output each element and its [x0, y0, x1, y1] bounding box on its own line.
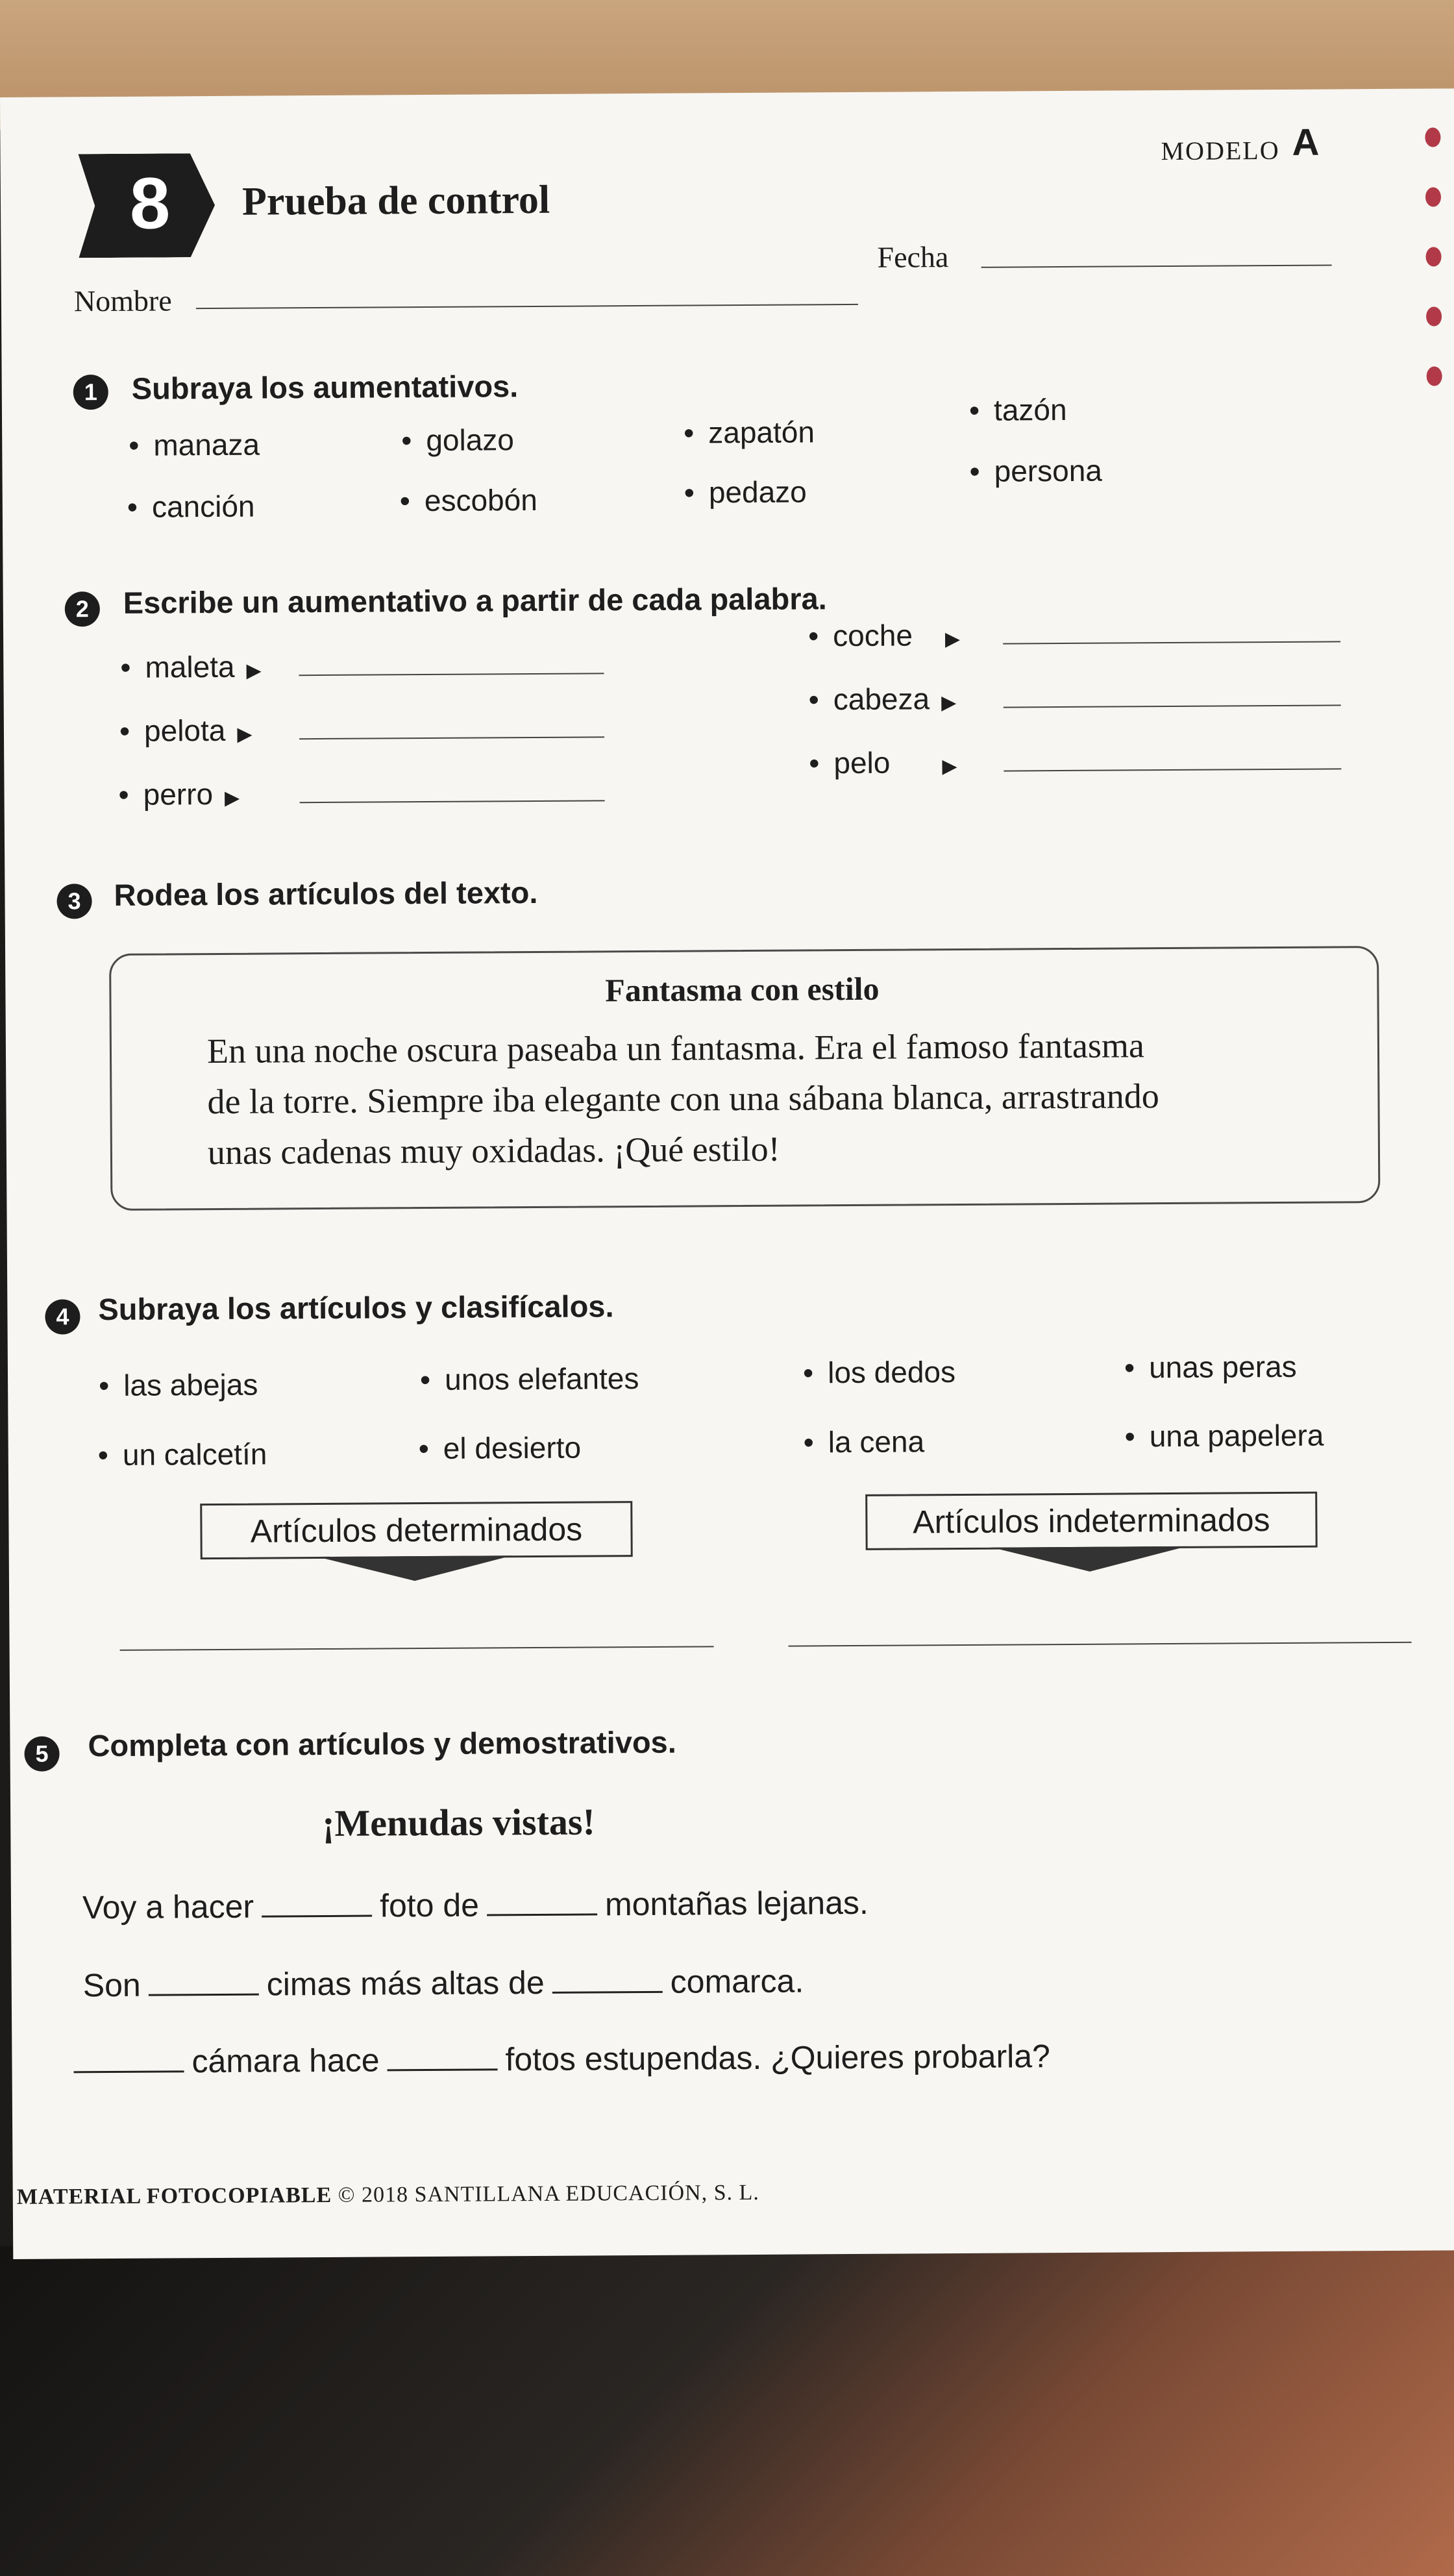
word-item[interactable]: • zapatón [684, 415, 815, 450]
question-4-number: 4 [45, 1299, 80, 1334]
question-1-number: 1 [73, 375, 108, 410]
text-line: de la torre. Siempre iba elegante con una sábana blanca, arrastrando [207, 1076, 1159, 1122]
question-2-instruction: Escribe un aumentativo a partir de cada palabra. [123, 581, 827, 620]
category-pointer [992, 1546, 1187, 1572]
floor-background [0, 2246, 1454, 2576]
word-item[interactable]: • un calcetín [97, 1437, 267, 1472]
text-line: En una noche oscura paseaba un fantasma. Era el famoso fantasma [206, 1026, 1145, 1071]
unit-number: 8 [129, 162, 171, 244]
answer-blank[interactable] [299, 673, 604, 676]
date-field[interactable] [981, 264, 1332, 267]
story-title: ¡Menudas vistas! [322, 1800, 595, 1845]
fill-blank[interactable] [552, 1969, 663, 1994]
word-item[interactable]: • escobón [399, 482, 537, 518]
binder-ring [1427, 366, 1442, 386]
word-item: • pelo ▶ [809, 745, 957, 780]
word-item[interactable]: • pedazo [684, 475, 807, 510]
story-line: Son cimas más altas de comarca. [82, 1963, 804, 2004]
arrow-icon: ▶ [246, 660, 262, 682]
copyright-footer: MATERIAL FOTOCOPIABLE © 2018 SANTILLANA EDUCACIÓN, S. L. [16, 2180, 759, 2209]
word-item[interactable]: • los dedos [802, 1355, 956, 1390]
arrow-icon: ▶ [237, 723, 253, 745]
answer-blank[interactable] [300, 800, 605, 803]
question-1-instruction: Subraya los aumentativos. [131, 369, 519, 406]
arrow-icon: ▶ [941, 692, 957, 714]
word-item: • perro ▶ [118, 777, 240, 811]
fill-blank[interactable] [73, 2048, 184, 2073]
question-2-number: 2 [65, 591, 100, 626]
story-line: cámara hace fotos estupendas. ¿Quieres probarla? [73, 2037, 1050, 2081]
word-item[interactable]: • golazo [401, 423, 515, 458]
word-item[interactable]: • tazón [968, 392, 1067, 427]
fill-blank[interactable] [149, 1972, 259, 1996]
question-3-number: 3 [56, 884, 92, 919]
answer-blank[interactable] [299, 736, 604, 739]
binder-ring [1425, 127, 1440, 147]
answer-blank[interactable] [1004, 768, 1341, 771]
fill-blank[interactable] [262, 1893, 372, 1918]
word-item[interactable]: • la cena [803, 1424, 925, 1459]
word-item: • pelota ▶ [119, 713, 253, 748]
fill-blank[interactable] [487, 1891, 597, 1916]
word-item[interactable]: • una papelera [1124, 1418, 1324, 1454]
word-item[interactable]: • unos elefantes [419, 1361, 639, 1397]
answer-blank[interactable] [1003, 641, 1340, 644]
answer-line-indeterminados[interactable] [789, 1642, 1412, 1647]
word-item[interactable]: • canción [127, 489, 255, 524]
question-4-instruction: Subraya los artículos y clasifícalos. [98, 1289, 614, 1327]
word-item[interactable]: • persona [969, 453, 1103, 488]
model-letter: A [1292, 121, 1320, 164]
arrow-icon: ▶ [942, 756, 957, 778]
question-5-number: 5 [24, 1736, 59, 1771]
reading-text[interactable] [207, 1019, 1311, 1178]
word-item: • cabeza ▶ [808, 682, 957, 717]
word-item[interactable]: • las abejas [98, 1367, 258, 1403]
category-label-determinados: Artículos determinados [200, 1501, 633, 1559]
worksheet-page [0, 88, 1454, 2259]
category-label-indeterminados: Artículos indeterminados [865, 1492, 1318, 1550]
name-field[interactable] [196, 304, 858, 309]
question-5-instruction: Completa con artículos y demostrativos. [88, 1724, 676, 1763]
arrow-icon: ▶ [224, 787, 240, 809]
arrow-icon: ▶ [944, 628, 961, 650]
text-line: unas cadenas muy oxidadas. ¡Qué estilo! [207, 1129, 780, 1172]
fill-blank[interactable] [387, 2046, 497, 2071]
binder-ring [1425, 247, 1441, 266]
binder-ring [1425, 187, 1441, 206]
reading-title: Fantasma con estilo [605, 970, 880, 1009]
answer-blank[interactable] [1004, 704, 1341, 708]
name-label: Nombre [73, 284, 172, 318]
binder-rings [1425, 127, 1446, 426]
page-title: Prueba de control [241, 177, 550, 224]
story-line: Voy a hacer foto de montañas lejanas. [82, 1884, 869, 1926]
word-item: • coche ▶ [807, 618, 961, 653]
answer-line-determinados[interactable] [120, 1646, 714, 1651]
category-pointer [317, 1555, 512, 1581]
word-item[interactable]: • manaza [129, 427, 260, 462]
binder-ring [1426, 306, 1442, 326]
model-label: MODELO [1161, 135, 1280, 166]
question-3-instruction: Rodea los artículos del texto. [114, 874, 538, 912]
word-item[interactable]: • unas peras [1124, 1349, 1297, 1385]
word-item: • maleta ▶ [120, 649, 262, 684]
date-label: Fecha [877, 240, 949, 274]
word-item[interactable]: • el desierto [418, 1430, 582, 1466]
